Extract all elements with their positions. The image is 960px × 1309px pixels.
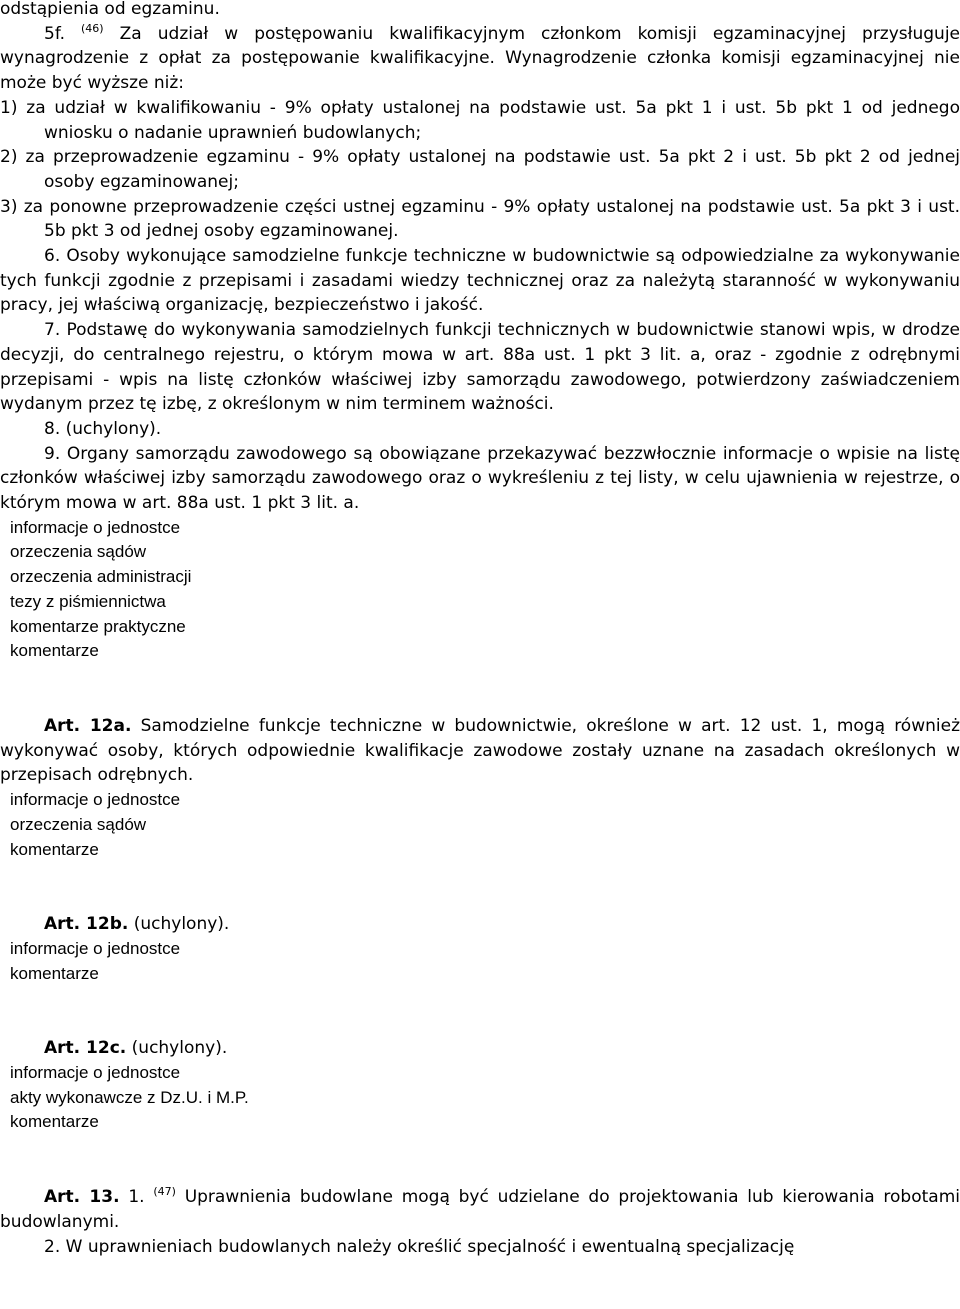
paragraph-5f [0,22,960,96]
paragraph: odstąpienia od egzaminu. [0,0,220,19]
article-12b-links [0,937,960,986]
link-practical-commentary[interactable]: komentarze praktyczne [10,616,186,636]
article-13 [0,1185,960,1234]
link-commentary[interactable]: komentarze [10,1112,99,1132]
link-commentary[interactable]: komentarze [10,839,99,859]
article-heading: Art. 13. [44,1187,120,1208]
list-item: 3) za ponowne przeprowadzenie części ustnej egzaminu - 9% opłaty ustalonej na podstawie ust. 5a pkt 3 i ust. 5b pkt 3 od jednej osoby egzaminowanej. [0,196,960,242]
link-admin-rulings[interactable]: orzeczenia administracji [10,567,192,587]
paragraph-6: 6. Osoby wykonujące samodzielne funkcje techniczne w budownictwie są odpowiedzialne za wykonywanie tych funkcji zgodnie z przepisami i zasadami wiedzy technicznej oraz za należytą staranność w wykonywaniu pracy, jej właściwą organizację, bezpieczeństwo i jakość. [0,246,960,316]
link-literature-theses[interactable]: tezy z piśmiennictwa [10,591,166,611]
link-commentary[interactable]: komentarze [10,963,99,983]
article-heading: Art. 12c. [44,1038,127,1059]
paragraph-7: 7. Podstawę do wykonywania samodzielnych funkcji technicznych w budownictwie stanowi wpis, w drodze decyzji, do centralnego rejestru, o którym mowa w art. 88a ust. 1 pkt 3 lit. a, oraz - zgodnie z odrębnymi przepisami - wpis na listę członków właściwej izby samorządu zawodowego, potwierdzony zaświadczeniem wydanym przez tę izbę, z określonym w nim terminem ważności. [0,320,960,415]
article-text: (uchylony). [133,914,230,935]
footnote-ref[interactable]: (46) [81,21,104,35]
link-court-rulings[interactable]: orzeczenia sądów [10,814,147,834]
article-heading: Art. 12b. [44,914,129,935]
article-text: Uprawnienia budowlane mogą być udzielane do projektowania lub kierowania robotami budowlanymi. [0,1187,960,1232]
article-heading: Art. 12a. [44,715,132,736]
list-item: 1) za udział w kwalifikowaniu - 9% opłaty ustalonej na podstawie ust. 5a pkt 1 i ust. 5b pkt 1 od jednego wniosku o nadanie uprawnień budowlanych; [0,97,960,143]
article-text: Samodzielne funkcje techniczne w budownictwie, określone w art. 12 ust. 1, mogą również wykonywać osoby, których odpowiednie kwalifikacje zawodowe zostały uznane na zasadach określonych w przepisach odrębnych. [0,715,960,786]
link-implementing-acts[interactable]: akty wykonawcze z Dz.U. i M.P. [10,1087,249,1107]
link-unit-info[interactable]: informacje o jednostce [10,517,181,537]
link-commentary[interactable]: komentarze [10,641,99,661]
link-unit-info[interactable]: informacje o jednostce [10,1063,181,1083]
list-item: 2) za przeprowadzenie egzaminu - 9% opłaty ustalonej na podstawie ust. 5a pkt 2 i ust. 5b pkt 2 od jednej osoby egzaminowanej; [0,147,960,192]
link-unit-info[interactable]: informacje o jednostce [10,790,181,810]
article-12b [0,912,960,937]
paragraph-number: 1. [128,1187,145,1208]
paragraph-text: Za udział w postępowaniu kwalifikacyjnym członkom komisji egzaminacyjnej przysługuje wynagrodzenie z opłat za postępowanie kwalifikacyjne. Wynagrodzenie członka komisji egzaminacyjnej nie może być wyższe niż: [0,23,960,94]
article-12-links [0,516,960,664]
article-12c-links [0,1061,960,1135]
paragraph-number: 5f. [44,23,65,44]
link-court-rulings[interactable]: orzeczenia sądów [10,542,147,562]
article-12c [0,1036,960,1061]
article-13-paragraph-2: 2. W uprawnieniach budowlanych należy określić specjalność i ewentualną specjalizację [44,1236,795,1257]
article-12a-links [0,788,960,862]
footnote-ref[interactable]: (47) [153,1185,176,1199]
article-text: (uchylony). [131,1038,228,1059]
paragraph-9: 9. Organy samorządu zawodowego są obowiązane przekazywać bezzwłocznie informacje o wpisie na listę członków właściwej izby samorządu zawodowego oraz o wykreśleniu z tej listy, w celu ujawnienia w rejestrze, o którym mowa w art. 88a ust. 1 pkt 3 lit. a. [0,443,960,514]
article-12a [0,714,960,788]
link-unit-info[interactable]: informacje o jednostce [10,938,181,958]
paragraph-8: 8. (uchylony). [44,418,162,439]
